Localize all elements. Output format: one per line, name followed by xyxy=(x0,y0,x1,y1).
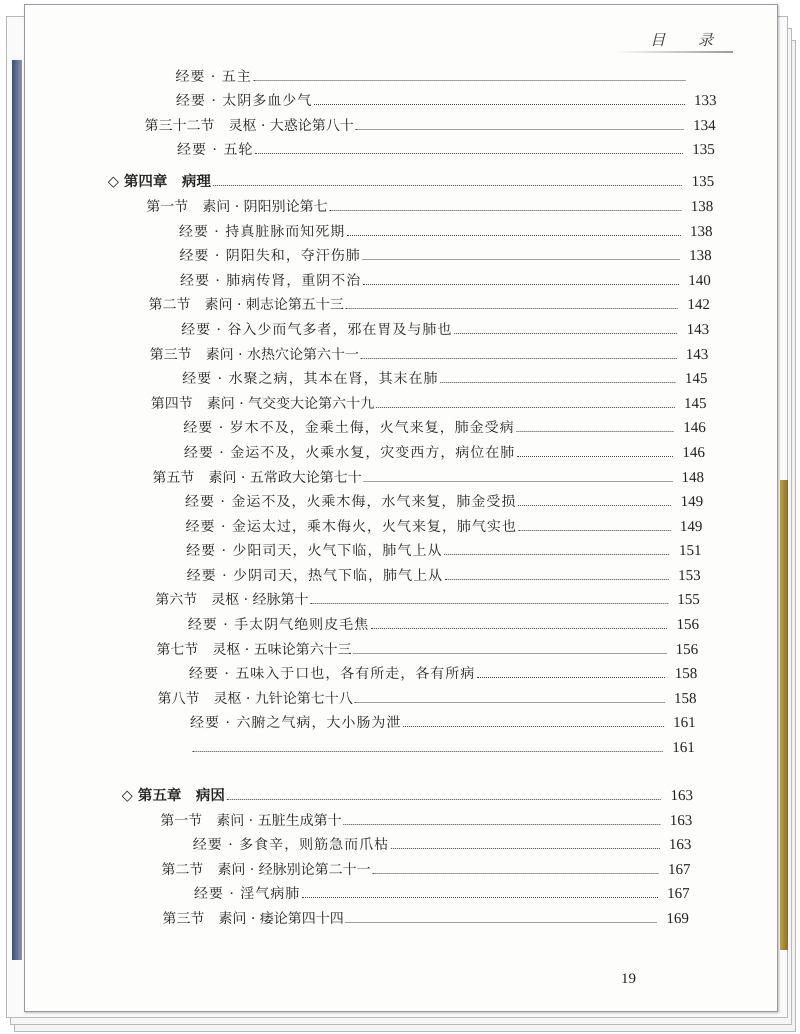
dot-leader xyxy=(517,456,673,457)
toc-section-row xyxy=(30,290,710,315)
toc-page-number: 156 xyxy=(675,641,699,658)
toc-section-row xyxy=(28,191,714,216)
toc-item-row xyxy=(26,86,717,111)
toc-entry-label: 经要 · 淫气病肺 xyxy=(193,886,301,903)
toc-item-row xyxy=(40,732,695,757)
toc-page-number: 148 xyxy=(681,469,705,486)
dot-leader xyxy=(330,210,682,211)
dot-leader xyxy=(455,333,678,334)
toc-page-number: 158 xyxy=(674,666,698,683)
dot-leader xyxy=(518,505,671,506)
dot-leader xyxy=(355,702,665,703)
toc-item-row xyxy=(44,879,690,904)
toc-item-row xyxy=(34,437,706,462)
dot-leader xyxy=(356,129,684,130)
dot-leader xyxy=(255,153,682,154)
dot-leader xyxy=(371,628,667,629)
table-of-contents xyxy=(25,61,797,928)
toc-page-number: 145 xyxy=(684,371,708,388)
toc-page-number: 149 xyxy=(680,494,704,511)
toc-section-row xyxy=(42,805,693,830)
toc-page-number: 134 xyxy=(692,117,716,134)
toc-page-number: 158 xyxy=(673,690,697,707)
dot-leader xyxy=(314,104,684,105)
toc-entry-label: 第三节 素问 · 水热穴论第六十一 xyxy=(149,346,360,363)
dot-leader xyxy=(373,873,659,874)
dot-leader xyxy=(376,407,674,408)
toc-entry-label: 经要 · 六腑之气病，大小肠为泄 xyxy=(189,715,402,732)
toc-page-number: 138 xyxy=(689,223,713,240)
dot-leader xyxy=(391,848,659,849)
dot-leader xyxy=(477,677,665,678)
dot-leader xyxy=(213,185,682,186)
toc-page-number: 135 xyxy=(692,142,716,159)
toc-entry-label: 经要 · 太阴多血少气 xyxy=(175,93,313,110)
toc-page-number: 149 xyxy=(679,518,703,535)
toc-page-number: 153 xyxy=(678,567,701,584)
dot-leader xyxy=(445,554,670,555)
toc-item-row xyxy=(25,61,718,86)
toc-entry-label: 经要 · 多食辛，则筋急而爪枯 xyxy=(192,837,390,854)
toc-entry-label: 经要 · 持真脏脉而知死期 xyxy=(178,223,346,240)
toc-item-row xyxy=(30,265,711,290)
toc-item-row xyxy=(36,536,702,561)
toc-entry-label: 经要 · 少阳司天，火气下临，肺气上从 xyxy=(185,543,443,560)
toc-entry-label: 经要 · 五主 xyxy=(175,68,252,85)
toc-page-number: 146 xyxy=(683,420,706,437)
toc-section-row xyxy=(26,110,716,135)
toc-entry-label: 经要 · 肺病传肾，重阴不治 xyxy=(179,272,362,289)
dot-leader xyxy=(344,824,661,825)
toc-entry-label: 第一节 素问 · 阴阳别论第七 xyxy=(146,198,328,215)
toc-page-number: 142 xyxy=(687,297,711,314)
toc-entry-label: ◇ 第五章 病因 xyxy=(121,788,226,805)
toc-item-row xyxy=(36,560,701,585)
header-rule xyxy=(613,51,733,53)
toc-entry-label: 经要 · 岁木不及，金乘土侮，火气来复，肺金受病 xyxy=(183,420,515,437)
toc-entry-label: 第二节 素问 · 刺志论第五十三 xyxy=(148,297,345,314)
toc-item-row xyxy=(27,135,715,160)
dot-leader xyxy=(302,897,657,898)
toc-entry-label: 第一节 素问 · 五脏生成第十 xyxy=(160,812,342,829)
dot-leader xyxy=(346,922,657,923)
toc-entry-label: 第三十二节 灵枢 · 大惑论第八十 xyxy=(144,117,355,134)
running-header: 目 录 xyxy=(650,31,727,49)
toc-section-row xyxy=(32,388,706,413)
dot-leader xyxy=(441,382,676,383)
toc-chapter-row xyxy=(27,159,714,191)
dot-leader xyxy=(517,431,674,432)
dot-leader xyxy=(227,799,661,800)
dot-leader xyxy=(254,80,686,81)
toc-section-row xyxy=(44,903,689,928)
toc-entry-label: 经要 · 五味入于口也，各有所走，各有所病 xyxy=(188,666,476,683)
toc-page-number: 138 xyxy=(690,198,714,215)
toc-page-number: 146 xyxy=(682,444,706,461)
toc-page-number: 167 xyxy=(667,886,690,903)
dot-leader xyxy=(363,284,678,285)
dot-leader xyxy=(311,603,668,604)
toc-section-row xyxy=(31,339,708,364)
toc-page-number: 156 xyxy=(676,617,700,634)
toc-blank-row xyxy=(41,757,694,773)
toc-item-row xyxy=(29,241,712,266)
toc-item-row xyxy=(35,487,704,512)
toc-page-number: 155 xyxy=(677,592,701,609)
toc-item-row xyxy=(32,364,708,389)
toc-page xyxy=(24,4,778,1012)
dot-leader xyxy=(354,653,666,654)
toc-page-number: 163 xyxy=(669,812,693,829)
toc-entry-label: 经要 · 水聚之病，其本在肾，其末在肺 xyxy=(182,371,439,388)
toc-entry-label: 第六节 灵枢 · 经脉第十 xyxy=(155,592,309,609)
toc-item-row xyxy=(29,216,713,241)
toc-page-number: 145 xyxy=(683,395,707,412)
toc-entry-label: 经要 · 金运不及，火乘水复，灾变西方，病位在肺 xyxy=(183,444,516,461)
toc-page-number: 143 xyxy=(685,346,709,363)
toc-entry-label: 第八节 灵枢 · 九针论第七十八 xyxy=(157,690,354,707)
toc-page-number: 140 xyxy=(688,272,711,289)
toc-entry-label: ◇ 第四章 病理 xyxy=(107,174,212,191)
toc-entry-label: 经要 · 五轮 xyxy=(176,142,254,159)
toc-section-row xyxy=(37,585,700,610)
book-edge-blue xyxy=(12,60,22,960)
toc-item-row xyxy=(39,659,698,684)
toc-chapter-row xyxy=(41,773,693,805)
dot-leader xyxy=(519,530,670,531)
toc-section-row xyxy=(39,683,697,708)
toc-item-row xyxy=(33,413,706,438)
toc-entry-label: 第四节 素问 · 气交变大论第六十九 xyxy=(150,395,375,412)
dot-leader xyxy=(364,481,672,482)
toc-entry-label: 经要 · 手太阴气绝则皮毛焦 xyxy=(187,617,370,634)
toc-entry-label: 第七节 灵枢 · 五味论第六十三 xyxy=(156,641,352,658)
toc-page-number: 151 xyxy=(678,543,702,560)
toc-section-row xyxy=(43,854,691,879)
toc-entry-label: 第二节 素问 · 经脉别论第二十一 xyxy=(161,861,371,878)
toc-item-row xyxy=(40,708,696,733)
toc-page-number: 167 xyxy=(667,861,691,878)
toc-page-number: 161 xyxy=(672,715,696,732)
dot-leader xyxy=(445,579,669,580)
toc-page-number: 135 xyxy=(691,174,715,191)
toc-entry-label: 经要 · 金运不及，火乘木侮，水气来复，肺金受损 xyxy=(184,494,517,511)
toc-section-row xyxy=(34,462,704,487)
toc-page-number: 161 xyxy=(672,740,695,757)
toc-page-number: 169 xyxy=(666,911,690,927)
toc-entry-label: 经要 · 金运太过，乘木侮火，火气来复，肺气实也 xyxy=(185,518,518,535)
toc-page-number: 133 xyxy=(693,93,717,110)
toc-entry-label: 经要 · 少阴司天，热气下临，肺气上从 xyxy=(186,567,444,584)
toc-entry-label: 第三节 素问 · 痿论第四十四 xyxy=(162,911,345,927)
dot-leader xyxy=(363,259,680,260)
toc-entry-label: 经要 · 阴阳失和，夺汗伤肺 xyxy=(179,248,361,265)
toc-page-number: 138 xyxy=(688,248,712,265)
dot-leader xyxy=(193,751,663,752)
toc-item-row xyxy=(35,511,702,536)
toc-entry-label: 第五节 素问 · 五常政大论第七十 xyxy=(152,469,362,486)
dot-leader xyxy=(346,308,678,309)
toc-page-number: 163 xyxy=(668,837,692,854)
toc-item-row xyxy=(37,609,699,634)
toc-item-row xyxy=(42,830,691,855)
page-number: 19 xyxy=(621,971,636,987)
toc-page-number: 143 xyxy=(686,321,710,338)
toc-item-row xyxy=(31,314,710,339)
toc-section-row xyxy=(38,634,698,659)
toc-page-number: 163 xyxy=(670,788,694,805)
dot-leader xyxy=(403,726,663,727)
toc-entry-label: 经要 · 谷入少而气多者，邪在胃及与肺也 xyxy=(180,321,453,338)
dot-leader xyxy=(347,235,680,236)
dot-leader xyxy=(361,358,676,359)
